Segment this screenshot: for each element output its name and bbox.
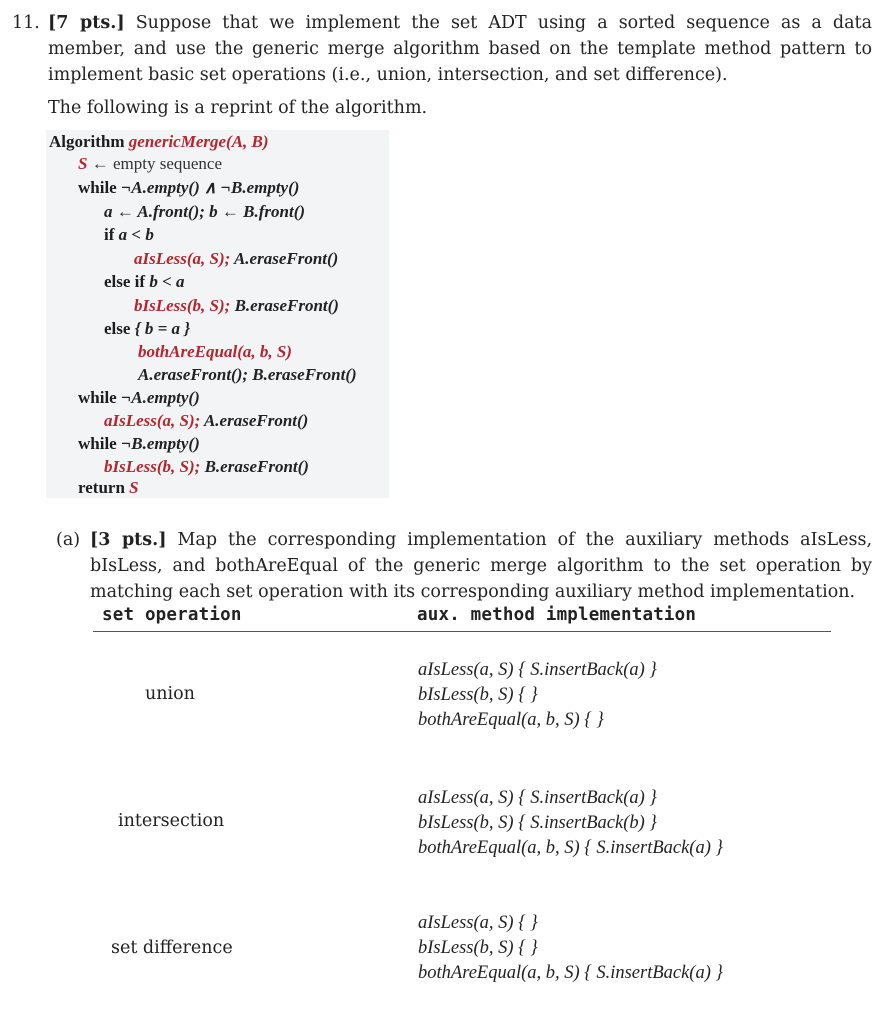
impl-union	[418, 658, 657, 733]
impl-line: aIsLess(a, S) { S.insertBack(a) }	[418, 788, 657, 808]
algo-line-while-b: while ¬B.empty()	[78, 434, 200, 453]
impl-line: bothAreEqual(a, b, S) { }	[418, 710, 604, 730]
set-operation-intersection: intersection	[118, 811, 225, 831]
algo-line-bisless-1: bIsLess(b, S); B.eraseFront()	[134, 296, 339, 315]
algo-line-both-equal: bothAreEqual(a, b, S)	[138, 342, 292, 361]
column-header-set-operation: set operation	[102, 605, 242, 625]
algorithm-box	[46, 130, 389, 498]
algo-line-header: Algorithm genericMerge(A, B)	[49, 132, 269, 151]
question-points: [7 pts.]	[48, 13, 125, 33]
algo-line-aisless-1: aIsLess(a, S); A.eraseFront()	[134, 249, 339, 268]
part-a-points: [3 pts.]	[90, 530, 167, 550]
impl-line: bothAreEqual(a, b, S) { S.insertBack(a) }	[418, 838, 723, 858]
column-header-aux-method: aux. method implementation	[417, 605, 697, 625]
algo-line-aisless-2: aIsLess(a, S); A.eraseFront()	[104, 411, 309, 430]
set-operation-union: union	[145, 684, 195, 704]
impl-line: aIsLess(a, S) { S.insertBack(a) }	[418, 660, 657, 680]
algo-line-elseif: else if b < a	[104, 272, 185, 291]
reprint-note: The following is a reprint of the algorithm.	[48, 98, 428, 118]
impl-line: bIsLess(b, S) { }	[418, 685, 538, 705]
impl-line: bothAreEqual(a, b, S) { S.insertBack(a) }	[418, 963, 723, 983]
impl-line: aIsLess(a, S) { }	[418, 913, 538, 933]
header-rule	[93, 631, 831, 632]
algo-line-while-both: while ¬A.empty() ∧ ¬B.empty()	[78, 178, 300, 197]
algo-line-if: if a < b	[104, 225, 154, 244]
algo-line-erase-both: A.eraseFront(); B.eraseFront()	[138, 365, 357, 384]
impl-intersection	[418, 786, 723, 861]
algo-line-else: else { b = a }	[104, 319, 191, 338]
part-a-label: (a)	[56, 530, 81, 550]
algo-line-fronts: a ← A.front(); b ← B.front()	[104, 202, 306, 221]
set-operation-set-difference: set difference	[111, 938, 233, 958]
impl-set-difference	[418, 911, 723, 986]
question-body: Suppose that we implement the set ADT using a sorted sequence as a data member, and use the generic merge algorithm based on the template method pattern to implement basic set operations (i.e., union, intersection, and set difference).	[48, 13, 872, 85]
algo-line-while-a: while ¬A.empty()	[78, 388, 200, 407]
question-number: 11.	[12, 13, 40, 33]
impl-line: bIsLess(b, S) { }	[418, 938, 538, 958]
part-a-text	[90, 527, 872, 605]
algo-line-return: return S	[78, 478, 139, 497]
algo-line-init: S ← empty sequence	[78, 154, 223, 173]
part-a-body: Map the corresponding implementation of the auxiliary methods aIsLess, bIsLess, and bothAreEqual of the generic merge algorithm to the set operation by matching each set operation with its corresponding auxiliary method implementation.	[90, 530, 873, 602]
impl-line: bIsLess(b, S) { S.insertBack(b) }	[418, 813, 657, 833]
algo-line-bisless-2: bIsLess(b, S); B.eraseFront()	[104, 457, 309, 476]
question-text	[48, 10, 872, 88]
